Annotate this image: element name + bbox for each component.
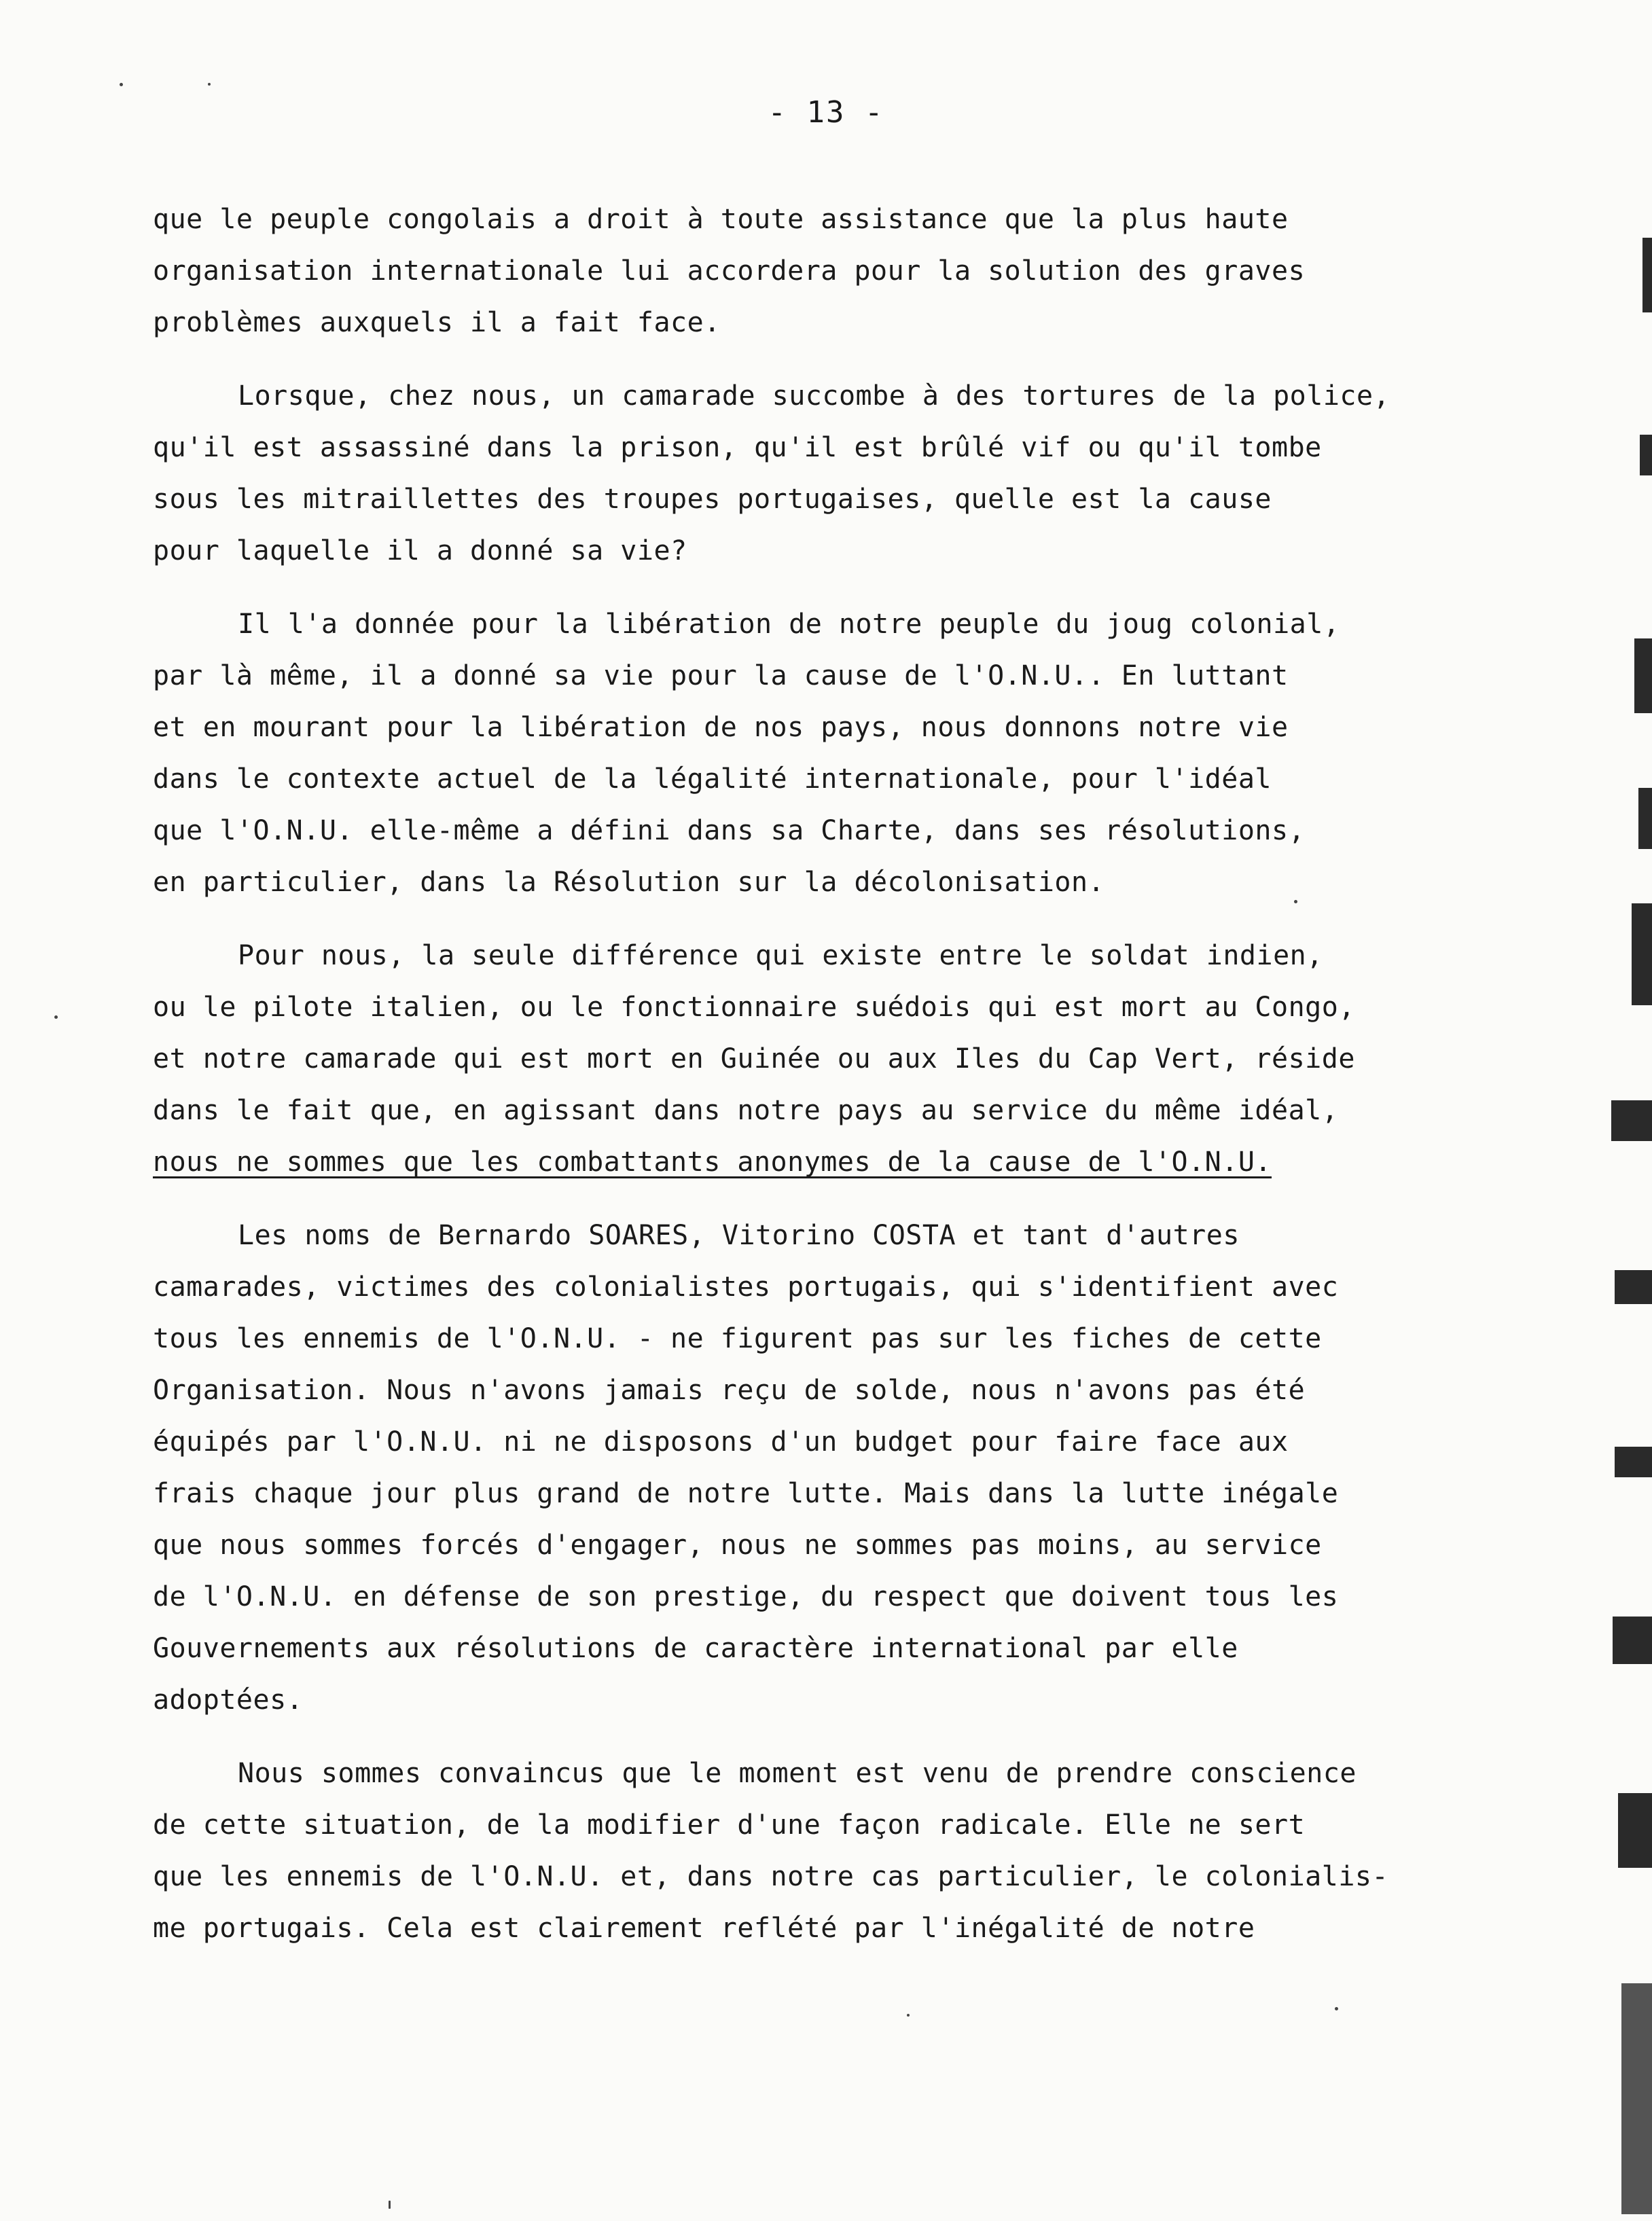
scan-edge-mark xyxy=(1638,788,1652,849)
text-line: et notre camarade qui est mort en Guinée ou aux Iles du Cap Vert, réside xyxy=(153,1043,1355,1075)
scan-speck xyxy=(1335,2007,1338,2010)
text-line: en particulier, dans la Résolution sur la décolonisation. xyxy=(153,867,1105,898)
text-line: camarades, victimes des colonialistes portugais, qui s'identifient avec xyxy=(153,1271,1339,1303)
text-line: frais chaque jour plus grand de notre lutte. Mais dans la lutte inégale xyxy=(153,1478,1339,1509)
scan-speck xyxy=(389,2201,391,2209)
text-line: de l'O.N.U. en défense de son prestige, du respect que doivent tous les xyxy=(153,1581,1339,1612)
text-line: Les noms de Bernardo SOARES, Vitorino COSTA et tant d'autres xyxy=(238,1220,1240,1251)
scan-edge-mark xyxy=(1621,1983,1652,2214)
text-line: par là même, il a donné sa vie pour la cause de l'O.N.U.. En luttant xyxy=(153,660,1289,691)
text-line: me portugais. Cela est clairement reflété par l'inégalité de notre xyxy=(153,1913,1255,1944)
paragraph-6 xyxy=(153,1748,1457,1954)
scan-edge-mark xyxy=(1618,1793,1652,1868)
scan-speck xyxy=(54,1015,58,1019)
text-line: que nous sommes forcés d'engager, nous ne sommes pas moins, au service xyxy=(153,1530,1322,1561)
scan-speck xyxy=(208,83,211,86)
scan-edge-mark xyxy=(1634,638,1652,713)
text-line: dans le contexte actuel de la légalité internationale, pour l'idéal xyxy=(153,763,1272,795)
text-line: Nous sommes convaincus que le moment est venu de prendre conscience xyxy=(238,1758,1357,1789)
text-line: Gouvernements aux résolutions de caractère international par elle xyxy=(153,1633,1238,1664)
underlined-text-line: nous ne sommes que les combattants anonymes de la cause de l'O.N.U. xyxy=(153,1146,1272,1178)
paragraph-3 xyxy=(153,598,1457,908)
scan-speck xyxy=(1294,900,1297,903)
text-line: Organisation. Nous n'avons jamais reçu de solde, nous n'avons pas été xyxy=(153,1375,1306,1406)
text-line: que le peuple congolais a droit à toute assistance que la plus haute xyxy=(153,204,1289,235)
paragraph-4 xyxy=(153,930,1457,1188)
text-line: que l'O.N.U. elle-même a défini dans sa Charte, dans ses résolutions, xyxy=(153,815,1306,846)
scan-edge-mark xyxy=(1640,435,1652,475)
scan-edge-mark xyxy=(1615,1447,1652,1477)
body-text xyxy=(153,194,1457,1976)
text-line: Lorsque, chez nous, un camarade succombe à des tortures de la police, xyxy=(238,380,1390,412)
scan-edge-mark xyxy=(1615,1270,1652,1304)
text-line: ou le pilote italien, ou le fonctionnaire suédois qui est mort au Congo, xyxy=(153,992,1355,1023)
scan-edge-mark xyxy=(1642,238,1652,312)
text-line: équipés par l'O.N.U. ni ne disposons d'un budget pour faire face aux xyxy=(153,1426,1289,1458)
text-line: tous les ennemis de l'O.N.U. - ne figurent pas sur les fiches de cette xyxy=(153,1323,1322,1354)
text-line: dans le fait que, en agissant dans notre pays au service du même idéal, xyxy=(153,1095,1339,1126)
text-line: Il l'a donnée pour la libération de notre peuple du joug colonial, xyxy=(238,609,1340,640)
scan-edge-mark xyxy=(1613,1617,1652,1664)
scan-edge-mark xyxy=(1611,1100,1652,1141)
page-number: - 13 - xyxy=(768,95,884,130)
paragraph-5 xyxy=(153,1210,1457,1726)
scan-edge-mark xyxy=(1632,903,1652,1005)
text-line: adoptées. xyxy=(153,1684,304,1716)
text-line: sous les mitraillettes des troupes portugaises, quelle est la cause xyxy=(153,484,1272,515)
text-line: pour laquelle il a donné sa vie? xyxy=(153,535,687,566)
text-line: de cette situation, de la modifier d'une façon radicale. Elle ne sert xyxy=(153,1809,1306,1841)
scan-speck xyxy=(907,2014,910,2017)
text-line: et en mourant pour la libération de nos pays, nous donnons notre vie xyxy=(153,712,1289,743)
text-line: qu'il est assassiné dans la prison, qu'il est brûlé vif ou qu'il tombe xyxy=(153,432,1322,463)
scan-speck xyxy=(120,83,123,86)
paragraph-2 xyxy=(153,370,1457,577)
text-line: problèmes auxquels il a fait face. xyxy=(153,307,721,338)
text-line: organisation internationale lui accordera pour la solution des graves xyxy=(153,255,1306,287)
text-line: que les ennemis de l'O.N.U. et, dans notre cas particulier, le colonialis- xyxy=(153,1861,1389,1892)
paragraph-1 xyxy=(153,194,1457,348)
text-line: Pour nous, la seule différence qui existe entre le soldat indien, xyxy=(238,940,1323,971)
